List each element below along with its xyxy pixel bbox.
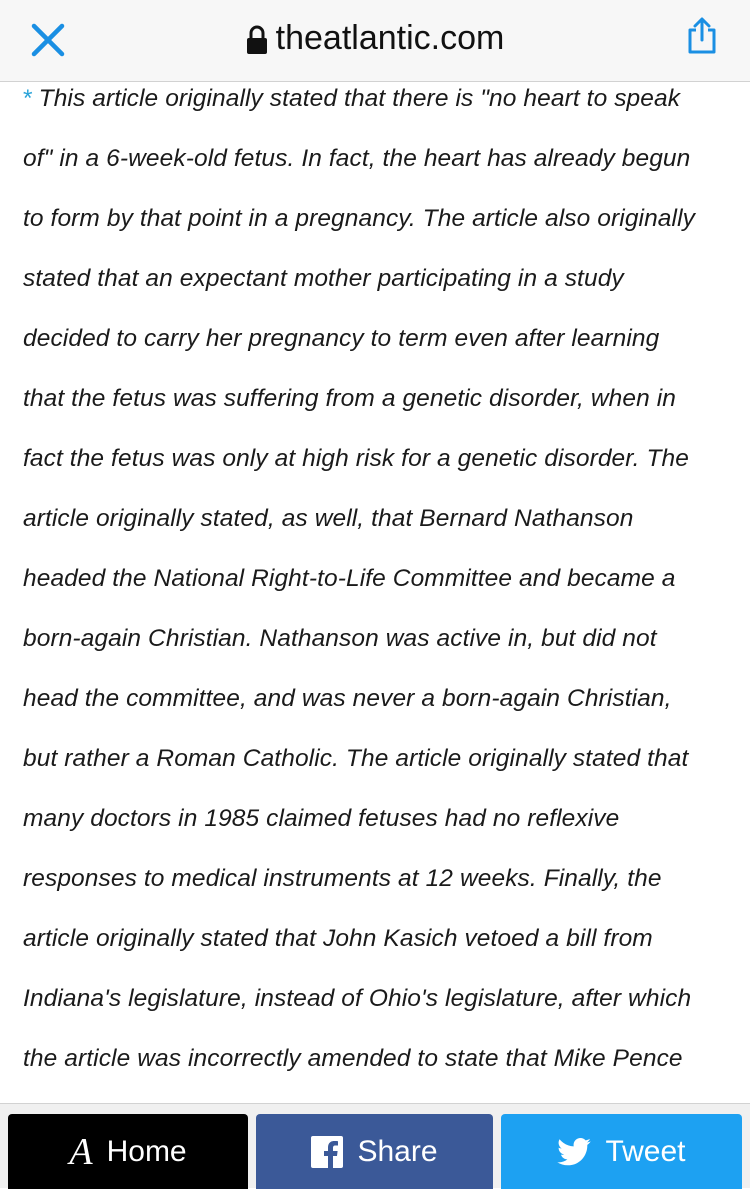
article-line: article originally stated that John Kasich vetoed a bill from	[23, 925, 653, 952]
article-line: stated that an expectant mother participating in a study	[23, 265, 624, 292]
article-line: that the fetus was suffering from a genetic disorder, when in	[23, 385, 676, 412]
article-line: born-again Christian. Nathanson was active in, but did not	[23, 625, 657, 652]
article-line: responses to medical instruments at 12 weeks. Finally, the	[23, 865, 662, 892]
article-line-text: This article originally stated that there is "no heart to speak	[38, 85, 681, 112]
facebook-share-button[interactable]	[256, 1114, 493, 1189]
article-line: head the committee, and was never a born-again Christian,	[23, 685, 672, 712]
article-line: Indiana's legislature, instead of Ohio's legislature, after which	[23, 985, 692, 1012]
url-text: theatlantic.com	[275, 19, 505, 57]
bottom-action-bar	[0, 1103, 750, 1188]
share-icon	[682, 16, 722, 56]
home-button[interactable]	[8, 1114, 248, 1189]
tweet-label: Tweet	[605, 1134, 686, 1168]
article-correction-text	[23, 69, 735, 1089]
article-line: many doctors in 1985 claimed fetuses had no reflexive	[23, 805, 620, 832]
tweet-button[interactable]	[501, 1114, 742, 1189]
share-page-button[interactable]	[682, 16, 722, 56]
share-label: Share	[357, 1134, 438, 1168]
article-line: but rather a Roman Catholic. The article originally stated that	[23, 745, 689, 772]
atlantic-logo-icon: A	[69, 1130, 93, 1173]
lock-icon	[246, 22, 268, 52]
footnote-asterisk: *	[23, 85, 33, 112]
article-line: the article was incorrectly amended to state that Mike Pence	[23, 1045, 683, 1072]
article-line: to form by that point in a pregnancy. The article also originally	[23, 205, 695, 232]
article-line: fact the fetus was only at high risk for a genetic disorder. The	[23, 445, 689, 472]
article-line: article originally stated, as well, that Bernard Nathanson	[23, 505, 634, 532]
facebook-icon	[311, 1136, 343, 1168]
article-line	[23, 69, 735, 129]
home-label: Home	[106, 1134, 187, 1168]
address-bar[interactable]	[0, 16, 750, 60]
article-line: of" in a 6-week-old fetus. In fact, the heart has already begun	[23, 145, 691, 172]
article-line: decided to carry her pregnancy to term even after learning	[23, 325, 660, 352]
article-line: headed the National Right-to-Life Committee and became a	[23, 565, 676, 592]
twitter-bird-icon	[557, 1138, 591, 1166]
